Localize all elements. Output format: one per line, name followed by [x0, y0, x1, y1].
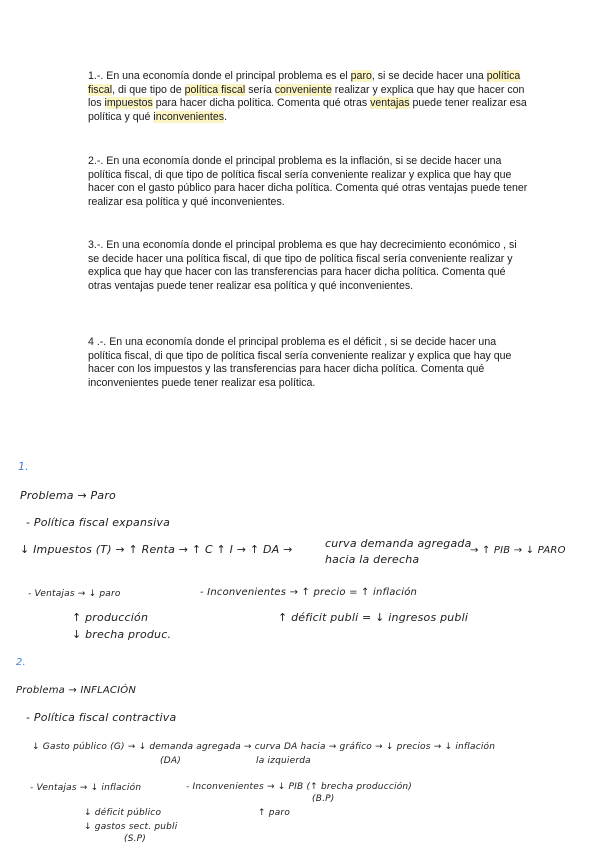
note-1-ventajas-3: ↓ brecha produc.: [72, 628, 172, 641]
note-1-inconvenientes: - Inconvenientes → ↑ precio = ↑ inflación: [200, 587, 418, 598]
q1-highlight-impuestos: impuestos: [104, 97, 153, 110]
q1-highlight-conveniente: conveniente: [274, 83, 332, 96]
q1-text: realizar y explica que hay que hacer con los: [88, 83, 525, 110]
note-1-ventajas: - Ventajas → ↓ paro: [28, 589, 121, 599]
note-1-ventajas-2: ↑ producción: [72, 611, 149, 624]
q1-text: .: [224, 110, 228, 123]
q1-text: , di que tipo de: [112, 83, 185, 96]
note-2-chain: ↓ Gasto público (G) → ↓ demanda agregada → curva DA hacia → gráfico → ↓ precios → ↓ inflación: [32, 742, 496, 752]
note-2-problem: Problema → INFLACIÓN: [16, 685, 137, 696]
note-1-number: 1.: [18, 460, 29, 473]
note-2-ventajas-2: ↓ déficit público: [84, 808, 162, 818]
q1-highlight-inconvenientes: inconvenientes: [153, 110, 225, 123]
note-1-curve-line-1: curva demanda agregada: [325, 537, 472, 550]
q1-text: para hacer dicha política. Comenta qué otras: [152, 97, 371, 110]
question-1: [88, 70, 528, 124]
note-2-ventajas-sp: (S.P): [124, 834, 147, 844]
note-2-inconvenientes: - Inconvenientes → ↓ PIB (↑ brecha producción): [186, 782, 413, 792]
q1-highlight-paro: paro: [350, 70, 372, 82]
note-2-inconvenientes-bp: (B.P): [312, 794, 335, 804]
q1-text: sería: [245, 83, 275, 96]
q2-text: 2.-. En una economía donde el principal problema es la inflación, si se decide hacer una política fiscal, di que tipo de política fiscal sería conveniente realizar y explica que hay que hacer con el gasto público para hacer dicha política. Comenta qué otras ventajas puede tener realizar esa política y qué inconvenientes.: [88, 155, 528, 208]
note-1-chain: ↓ Impuestos (T) → ↑ Renta → ↑ C ↑ I → ↑ DA →: [20, 543, 293, 556]
note-2-chain-da: (DA): [160, 756, 181, 766]
q1-text: puede tener realizar esa política y qué: [88, 97, 527, 123]
note-1-curve-line-2: hacia la derecha: [325, 553, 420, 566]
q1-text: , si se decide hacer una: [371, 70, 487, 82]
note-1-problem: Problema → Paro: [20, 489, 116, 502]
note-2-inconvenientes-2: ↑ paro: [258, 808, 291, 818]
q1-highlight-ventajas: ventajas: [370, 97, 410, 110]
note-2-policy: - Política fiscal contractiva: [26, 711, 177, 724]
q1-highlight-politica: política fiscal: [88, 70, 521, 96]
question-4: [88, 336, 528, 390]
question-3: [88, 239, 528, 293]
note-2-number: 2.: [16, 657, 26, 668]
note-1-inconvenientes-2: ↑ déficit publi = ↓ ingresos publi: [278, 611, 469, 624]
q3-text: 3.-. En una economía donde el principal problema es que hay decrecimiento económico , si se decide hacer una política fiscal, di que tipo de política fiscal sería conveniente realizar y explica que hay que hacer con las transferencias para hacer dicha política. Comenta qué otras ventajas puede tener realizar esa política y qué inconvenientes.: [88, 239, 517, 292]
note-2-chain-izquierda: la izquierda: [256, 756, 311, 766]
q1-text: 1.-. En una economía donde el principal problema es el: [88, 70, 351, 82]
q1-highlight-politica-2: política fiscal: [184, 83, 246, 96]
note-2-ventajas-3: ↓ gastos sect. publi: [84, 822, 178, 832]
question-2: [88, 155, 528, 209]
note-1-policy: - Política fiscal expansiva: [26, 516, 171, 529]
q4-text: 4 .-. En una economía donde el principal problema es el déficit , si se decide hacer una política fiscal, di que tipo de política fiscal sería conveniente realizar y explica que hay que hacer con los impuestos y las transferencias para hacer dicha política. Comenta qué inconvenientes puede tener realizar esa política.: [88, 336, 512, 389]
note-1-chain-end: → ↑ PIB → ↓ PARO: [470, 545, 566, 556]
note-2-ventajas: - Ventajas → ↓ inflación: [30, 783, 142, 793]
